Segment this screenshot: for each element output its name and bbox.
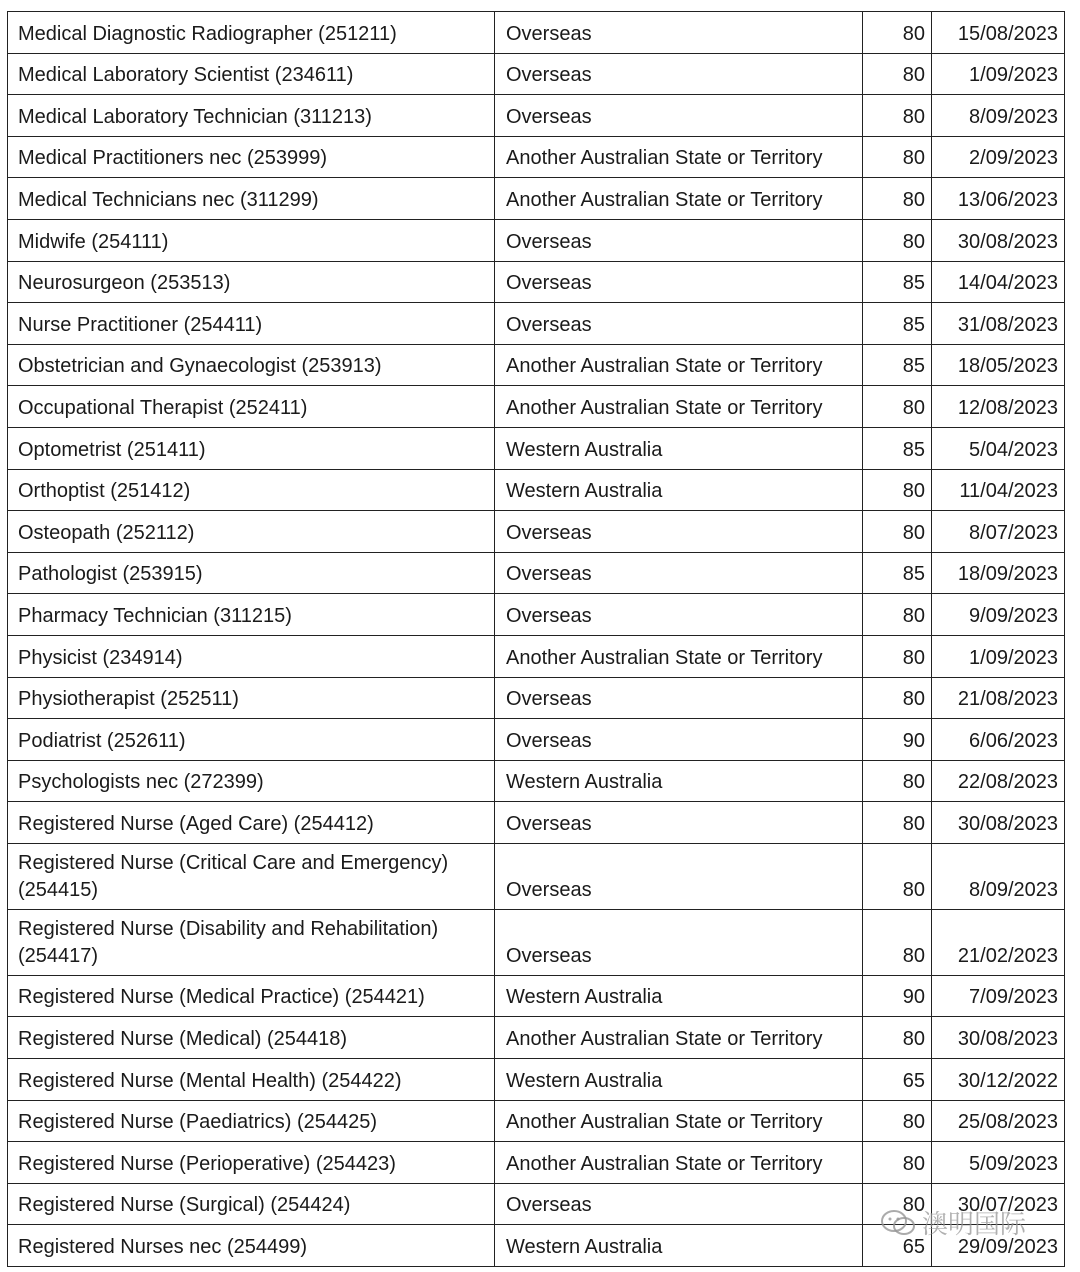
points-cell: 85 [863,344,932,386]
table-row [8,1059,1065,1101]
date-cell: 7/09/2023 [932,975,1065,1017]
date-cell: 9/09/2023 [932,594,1065,636]
location-cell: Overseas [495,552,863,594]
occupation-cell: Registered Nurse (Aged Care) (254412) [8,802,495,844]
location-cell: Overseas [495,843,863,909]
occupation-cell: Registered Nurse (Medical) (254418) [8,1017,495,1059]
table-row [8,219,1065,261]
points-cell: 90 [863,719,932,761]
date-cell: 31/08/2023 [932,303,1065,345]
date-cell: 30/07/2023 [932,1183,1065,1225]
watermark-text: 澳明国际 [922,1210,1027,1240]
table-row [8,95,1065,137]
points-cell: 80 [863,1100,932,1142]
date-cell: 18/09/2023 [932,552,1065,594]
location-cell: Overseas [495,219,863,261]
date-cell: 25/08/2023 [932,1100,1065,1142]
date-cell: 8/07/2023 [932,511,1065,553]
table-row [8,178,1065,220]
date-cell: 30/08/2023 [932,1017,1065,1059]
occupation-cell: Medical Technicians nec (311299) [8,178,495,220]
occupation-cell: Medical Diagnostic Radiographer (251211) [8,12,495,54]
points-cell: 80 [863,386,932,428]
location-cell: Overseas [495,53,863,95]
table-row [8,594,1065,636]
date-cell: 18/05/2023 [932,344,1065,386]
occupation-cell: Registered Nurse (Mental Health) (254422) [8,1059,495,1101]
date-cell: 8/09/2023 [932,95,1065,137]
location-cell: Overseas [495,261,863,303]
table-row [8,677,1065,719]
table-row [8,1100,1065,1142]
table-row [8,909,1065,975]
points-cell: 65 [863,1059,932,1101]
occupation-cell: Midwife (254111) [8,219,495,261]
occupation-cell: Physiotherapist (252511) [8,677,495,719]
location-cell: Overseas [495,677,863,719]
points-cell: 80 [863,178,932,220]
date-cell: 2/09/2023 [932,136,1065,178]
points-cell: 80 [863,909,932,975]
occupation-cell: Osteopath (252112) [8,511,495,553]
points-cell: 80 [863,1183,932,1225]
date-cell: 13/06/2023 [932,178,1065,220]
table-row [8,635,1065,677]
location-cell: Overseas [495,719,863,761]
occupation-cell: Psychologists nec (272399) [8,760,495,802]
table-row [8,427,1065,469]
occupation-cell: Obstetrician and Gynaecologist (253913) [8,344,495,386]
occupation-table [7,11,1065,1267]
occupation-cell: Neurosurgeon (253513) [8,261,495,303]
occupation-cell: Pharmacy Technician (311215) [8,594,495,636]
points-cell: 80 [863,1017,932,1059]
location-cell: Western Australia [495,760,863,802]
date-cell: 12/08/2023 [932,386,1065,428]
table-row [8,386,1065,428]
date-cell: 22/08/2023 [932,760,1065,802]
location-cell: Overseas [495,1183,863,1225]
location-cell: Another Australian State or Territory [495,1142,863,1184]
occupation-cell: Orthoptist (251412) [8,469,495,511]
location-cell: Another Australian State or Territory [495,136,863,178]
points-cell: 85 [863,552,932,594]
date-cell: 8/09/2023 [932,843,1065,909]
points-cell: 85 [863,261,932,303]
table-row [8,136,1065,178]
points-cell: 90 [863,975,932,1017]
date-cell: 21/08/2023 [932,677,1065,719]
occupation-cell: Registered Nurse (Medical Practice) (254421) [8,975,495,1017]
location-cell: Overseas [495,95,863,137]
location-cell: Western Australia [495,975,863,1017]
points-cell: 80 [863,53,932,95]
table-row [8,975,1065,1017]
points-cell: 80 [863,95,932,137]
occupation-cell: Optometrist (251411) [8,427,495,469]
table-row [8,303,1065,345]
table-row [8,344,1065,386]
location-cell: Overseas [495,594,863,636]
location-cell: Western Australia [495,427,863,469]
date-cell: 1/09/2023 [932,53,1065,95]
date-cell: 6/06/2023 [932,719,1065,761]
occupation-cell: Registered Nurse (Critical Care and Emergency) (254415) [8,843,495,909]
occupation-cell: Nurse Practitioner (254411) [8,303,495,345]
location-cell: Another Australian State or Territory [495,1100,863,1142]
date-cell: 5/09/2023 [932,1142,1065,1184]
points-cell: 85 [863,303,932,345]
location-cell: Another Australian State or Territory [495,178,863,220]
table-body [8,12,1065,1267]
location-cell: Another Australian State or Territory [495,1017,863,1059]
location-cell: Another Australian State or Territory [495,635,863,677]
date-cell: 21/02/2023 [932,909,1065,975]
occupation-cell: Registered Nurses nec (254499) [8,1225,495,1267]
occupation-cell: Podiatrist (252611) [8,719,495,761]
date-cell: 15/08/2023 [932,12,1065,54]
table-row [8,1017,1065,1059]
points-cell: 80 [863,219,932,261]
points-cell: 80 [863,802,932,844]
date-cell: 11/04/2023 [932,469,1065,511]
points-cell: 80 [863,843,932,909]
points-cell: 80 [863,635,932,677]
table-row [8,53,1065,95]
occupation-cell: Registered Nurse (Surgical) (254424) [8,1183,495,1225]
date-cell: 30/08/2023 [932,219,1065,261]
location-cell: Overseas [495,511,863,553]
date-cell: 30/12/2022 [932,1059,1065,1101]
location-cell: Western Australia [495,469,863,511]
points-cell: 80 [863,760,932,802]
occupation-cell: Pathologist (253915) [8,552,495,594]
occupation-cell: Registered Nurse (Disability and Rehabilitation) (254417) [8,909,495,975]
watermark [880,1204,1026,1241]
occupation-cell: Physicist (234914) [8,635,495,677]
date-cell: 30/08/2023 [932,802,1065,844]
location-cell: Overseas [495,303,863,345]
location-cell: Overseas [495,12,863,54]
table-row [8,511,1065,553]
wechat-icon [880,1209,916,1237]
occupation-cell: Registered Nurse (Paediatrics) (254425) [8,1100,495,1142]
location-cell: Another Australian State or Territory [495,344,863,386]
occupation-cell: Medical Laboratory Scientist (234611) [8,53,495,95]
points-cell: 85 [863,427,932,469]
points-cell: 80 [863,1142,932,1184]
points-cell: 80 [863,12,932,54]
table-row [8,719,1065,761]
points-cell: 65 [863,1225,932,1267]
table-row [8,552,1065,594]
location-cell: Overseas [495,802,863,844]
date-cell: 14/04/2023 [932,261,1065,303]
table-row [8,1142,1065,1184]
table-row [8,12,1065,54]
occupation-cell: Registered Nurse (Perioperative) (254423) [8,1142,495,1184]
occupation-cell: Occupational Therapist (252411) [8,386,495,428]
table-row [8,802,1065,844]
location-cell: Western Australia [495,1225,863,1267]
table-row [8,843,1065,909]
table-row [8,261,1065,303]
date-cell: 1/09/2023 [932,635,1065,677]
points-cell: 80 [863,511,932,553]
date-cell: 29/09/2023 [932,1225,1065,1267]
points-cell: 80 [863,677,932,719]
table-row [8,469,1065,511]
points-cell: 80 [863,594,932,636]
location-cell: Western Australia [495,1059,863,1101]
table-row [8,760,1065,802]
points-cell: 80 [863,469,932,511]
points-cell: 80 [863,136,932,178]
date-cell: 5/04/2023 [932,427,1065,469]
location-cell: Another Australian State or Territory [495,386,863,428]
occupation-cell: Medical Laboratory Technician (311213) [8,95,495,137]
occupation-cell: Medical Practitioners nec (253999) [8,136,495,178]
location-cell: Overseas [495,909,863,975]
